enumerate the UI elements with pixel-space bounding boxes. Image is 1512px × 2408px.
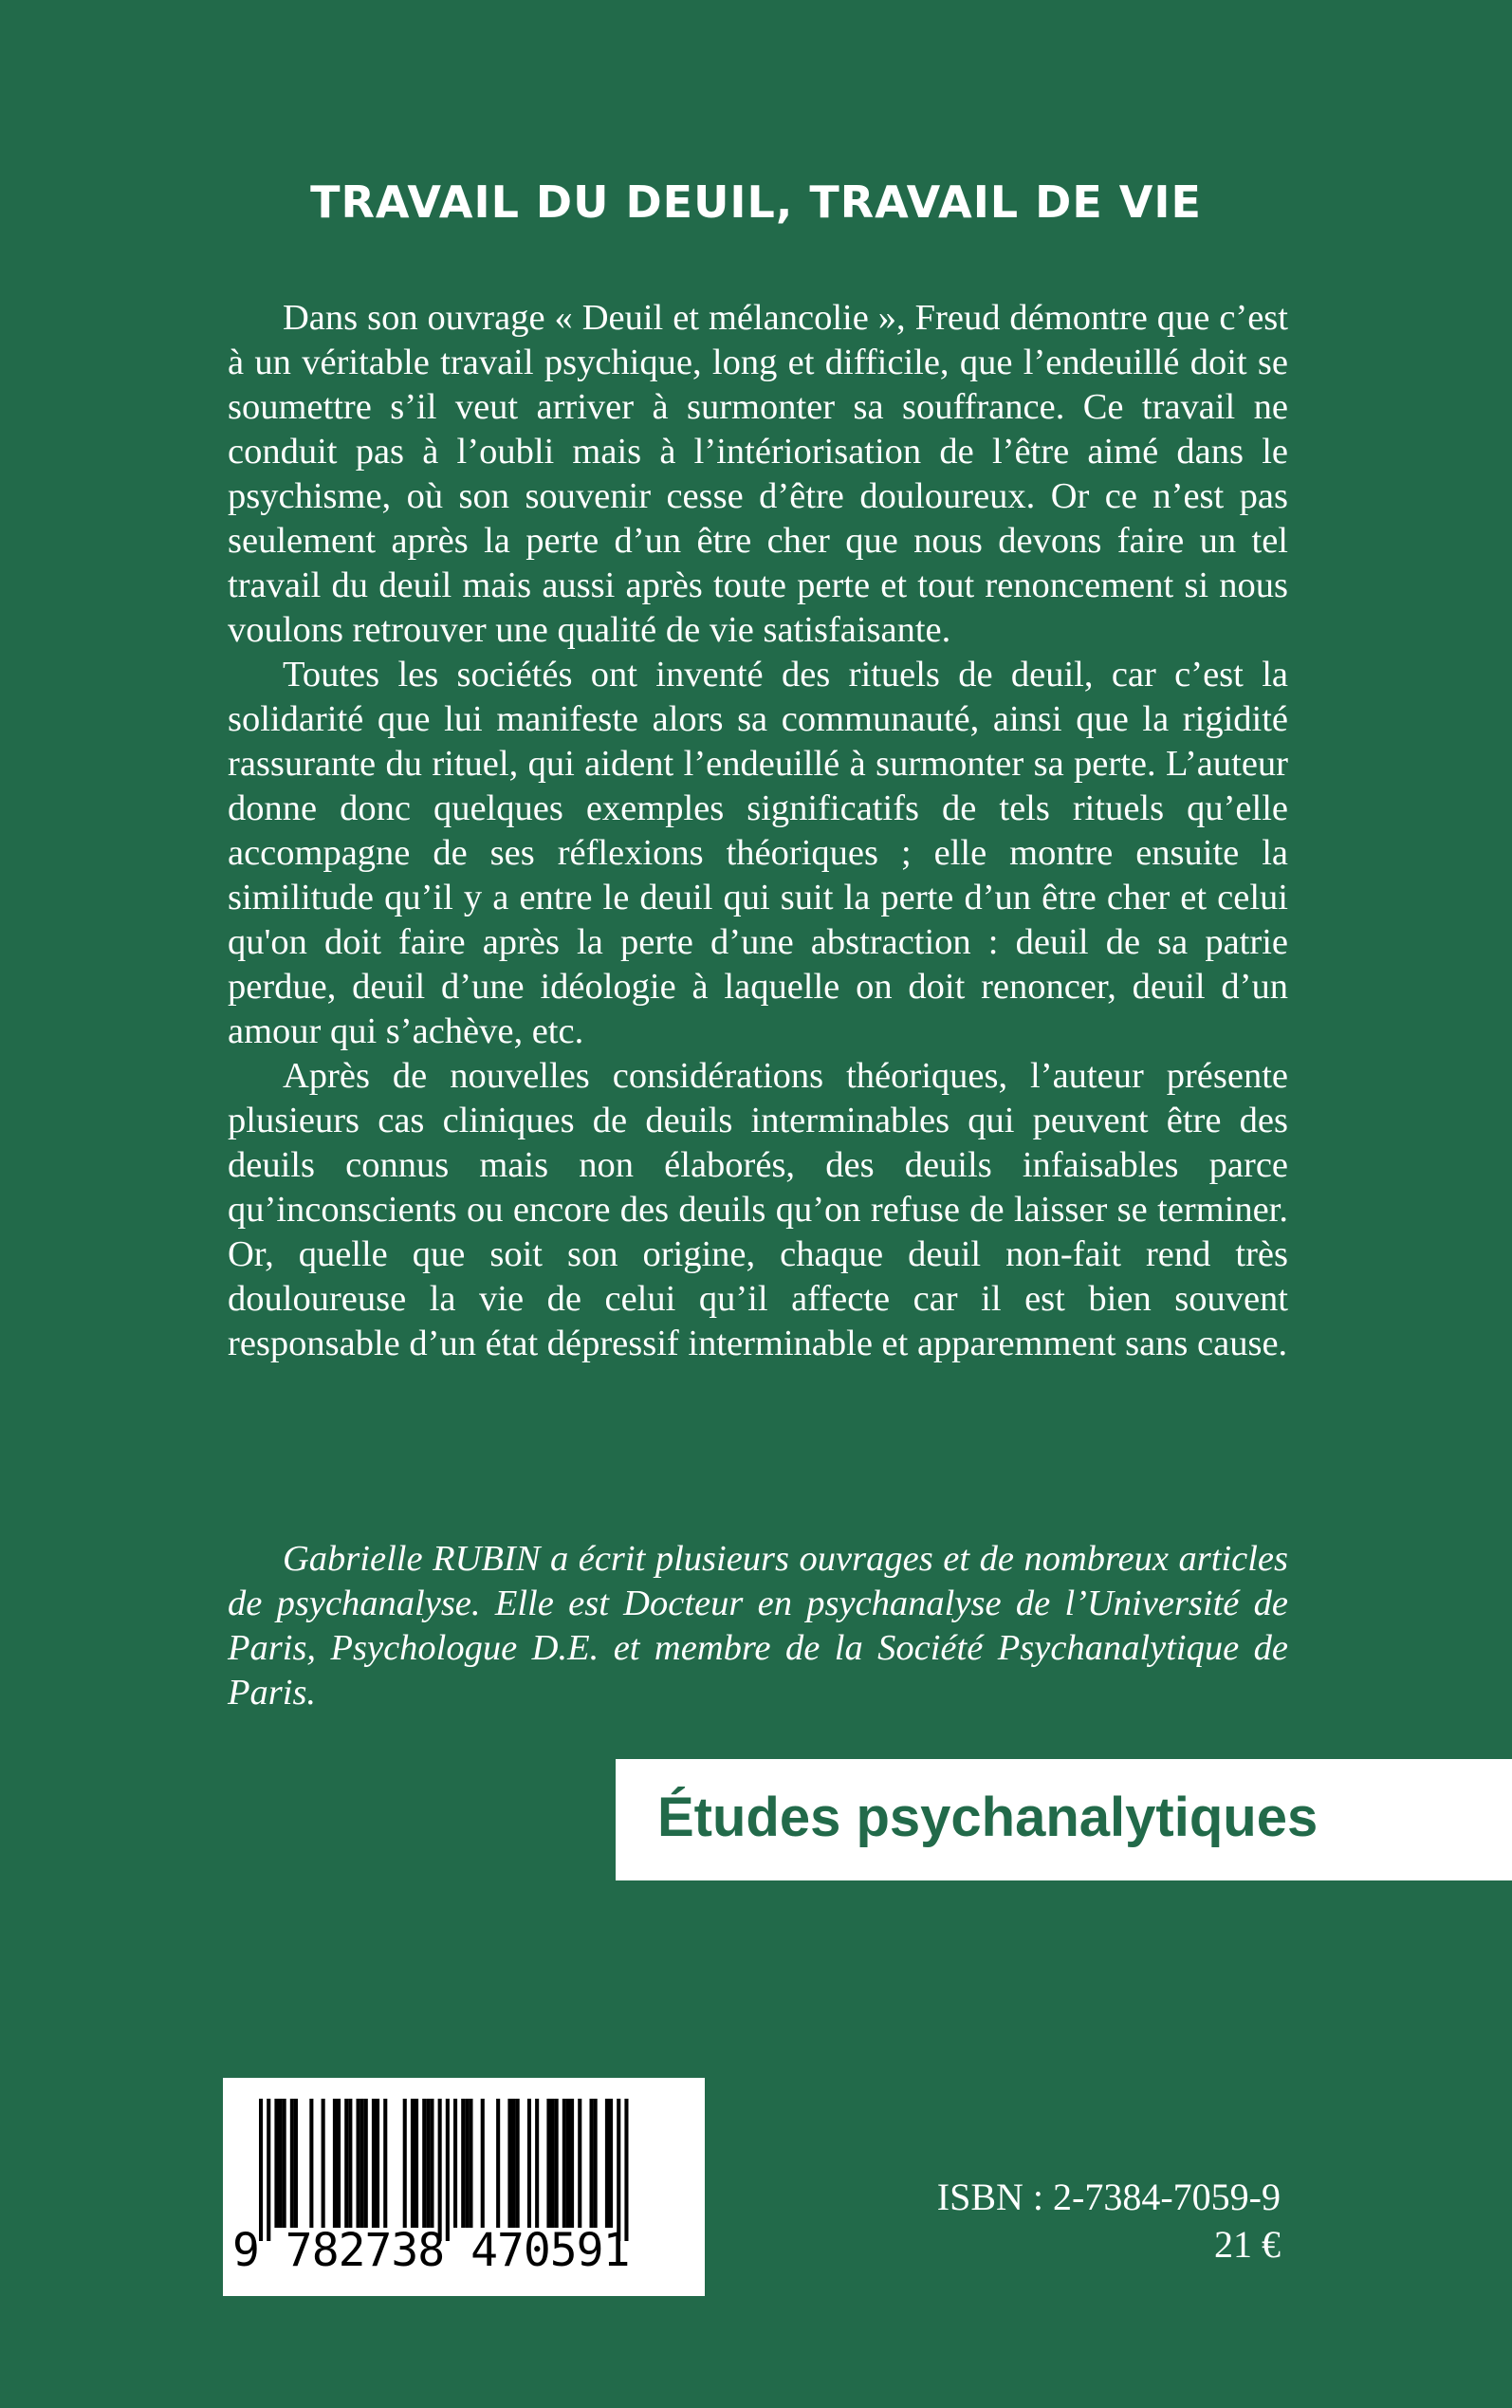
barcode-bar [348, 2099, 352, 2228]
barcode-bar [507, 2099, 511, 2228]
barcode-bar [527, 2099, 531, 2228]
barcode-bar [562, 2099, 566, 2228]
barcode-bar [453, 2099, 457, 2228]
barcode-bar [578, 2099, 581, 2228]
barcode-bar [535, 2099, 539, 2228]
author-bio-text: Gabrielle RUBIN a écrit plusieurs ouvrages et de nombreux articles de psychanalyse. Elle est Docteur en psychanalyse de l’Université de Paris, Psychologue D.E. et membre de la Société Psychanalytique de Paris. [228, 1539, 1288, 1713]
barcode-bar [279, 2099, 283, 2228]
barcode-bar [566, 2099, 570, 2228]
back-cover-blurb [228, 296, 1288, 1366]
barcode-bar [469, 2099, 472, 2228]
barcode-digits: 9 782738 470591 [232, 2224, 630, 2277]
barcode-bar [430, 2099, 433, 2228]
author-bio [228, 1537, 1288, 1715]
barcode-bar [570, 2099, 574, 2228]
barcode-bar [516, 2099, 520, 2228]
barcode-bar [605, 2099, 609, 2228]
barcode-bar [617, 2099, 620, 2241]
barcode-bar [481, 2099, 485, 2228]
barcode-bar [422, 2099, 426, 2228]
barcode-bar [403, 2099, 407, 2228]
barcode-bar [372, 2099, 376, 2228]
barcode-bar [344, 2099, 348, 2228]
barcode-bar [411, 2099, 415, 2228]
barcode-bar [322, 2099, 325, 2228]
barcode-bar [383, 2099, 387, 2228]
barcode [223, 2078, 705, 2296]
barcode-bar [267, 2099, 270, 2241]
barcode-bar [461, 2099, 465, 2228]
blurb-paragraph: Après de nouvelles considérations théoriques, l’auteur présente plusieurs cas cliniques de deuils interminables qui peuvent être des deuils connus mais non élaborés, des deuils infaisables parce qu’inconscients ou encore des deuils qu’on refuse de laisser se terminer. Or, quelle que soit son origine, chaque deuil non-fait rend très douloureuse la vie de celui qu’il affecte car il est bien souvent responsable d’un état dépressif interminable et apparemment sans cause. [228, 1056, 1288, 1363]
barcode-bar [551, 2099, 555, 2228]
barcode-bar [259, 2099, 263, 2241]
price: 21 € [1214, 2223, 1281, 2266]
barcode-bar [546, 2099, 550, 2228]
barcode-bar [290, 2099, 294, 2228]
isbn: ISBN : 2-7384-7059-9 [936, 2176, 1281, 2218]
barcode-bar [283, 2099, 286, 2228]
barcode-bar [438, 2099, 442, 2241]
barcode-bar [337, 2099, 341, 2228]
barcode-bar [624, 2099, 628, 2241]
barcode-bar [446, 2099, 450, 2241]
barcode-bar [357, 2099, 360, 2228]
barcode-bar [609, 2099, 613, 2228]
barcode-bar [590, 2099, 594, 2228]
barcode-bar [274, 2099, 278, 2228]
barcode-bar [555, 2099, 559, 2228]
barcode-bar [294, 2099, 298, 2228]
series-name: Études psychanalytiques [657, 1787, 1318, 1848]
barcode-bar [426, 2099, 430, 2228]
book-title: TRAVAIL DU DEUIL, TRAVAIL DE VIE [310, 176, 1202, 228]
blurb-paragraph: Toutes les sociétés ont inventé des rituels de deuil, car c’est la solidarité que lui manifeste alors sa communauté, ainsi que la rigidité rassurante du rituel, qui aident l’endeuillé à surmonter sa perte. L’auteur donne donc quelques exemples significatifs de tels rituels qu’elle accompagne de ses réflexions théoriques ; elle montre ensuite la similitude qu’il y a entre le deuil qui suit la perte d’un être cher et celui qu'on doit faire après la perte d’une abstraction : deuil de sa patrie perdue, deuil d’une idéologie à laquelle on doit renoncer, deuil d’un amour qui s’achève, etc. [228, 655, 1288, 1051]
barcode-bar [594, 2099, 598, 2228]
barcode-bar [376, 2099, 379, 2228]
barcode-bar [465, 2099, 469, 2228]
barcode-bar [364, 2099, 368, 2228]
barcode-bar [333, 2099, 337, 2228]
series-banner [616, 1759, 1512, 1880]
blurb-paragraph: Dans son ouvrage « Deuil et mélancolie », Freud démontre que c’est à un véritable travail psychique, long et difficile, que l’endeuillé doit se soumettre s’il veut arriver à surmonter sa souffrance. Ce travail ne conduit pas à l’oubli mais à l’intériorisation de l’être aimé dans le psychisme, où son souvenir cesse d’être douloureux. Or ce n’est pas seulement après la perte d’un être cher que nous devons faire un tel travail du deuil mais aussi après toute perte et tout renoncement si nous voulons retrouver une qualité de vie satisfaisante. [228, 298, 1288, 650]
barcode-bar [512, 2099, 516, 2228]
barcode-bar [309, 2099, 313, 2228]
barcode-bar [415, 2099, 418, 2228]
barcode-bar [496, 2099, 500, 2228]
barcode-bar [360, 2099, 364, 2228]
